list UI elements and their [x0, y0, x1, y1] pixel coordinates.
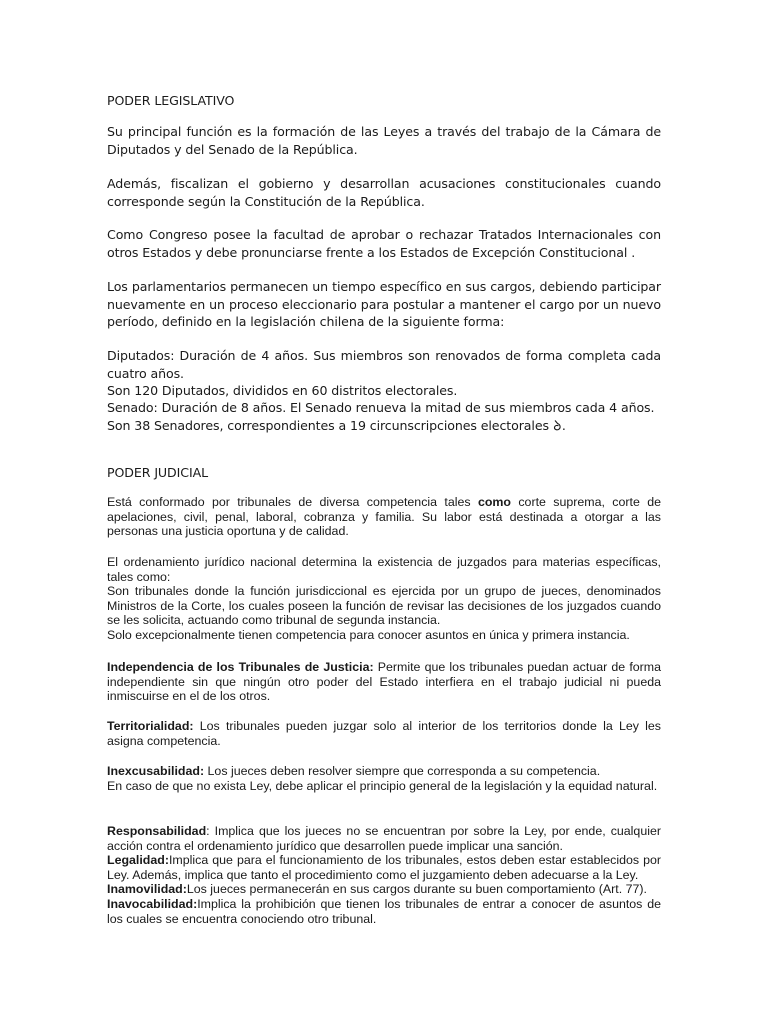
inavocabilidad-label: Inavocabilidad: [107, 896, 198, 911]
legalidad-text: Implica que para el funcionamiento de los tribunales, estos deben estar establecidos por Ley. Además, implica que tanto el procedimiento como el juzgamiento deben adecuarse a la Ley. [107, 853, 661, 882]
independencia-paragraph [107, 660, 661, 704]
judicial-p1-text-a: Está conformado por tribunales de diversa competencia tales [107, 495, 478, 509]
legislativo-paragraph-1: Su principal función es la formación de las Leyes a través del trabajo de la Cámara de Diputados y del Senado de la República. [107, 124, 661, 157]
senado-paragraph [107, 399, 661, 434]
heading-poder-legislativo: PODER LEGISLATIVO [107, 93, 235, 108]
inamovilidad-text: Los jueces permanecerán en sus cargos durante su buen comportamiento (Art. 77). [186, 882, 647, 897]
judicial-p1-text-b: corte suprema, corte de apelaciones, civil, penal, laboral, cobranza y familia. Su labor está destinada a otorgar a las personas una justicia oportuna y de calidad. [107, 495, 661, 539]
senado-line-2-text: Son 38 Senadores, correspondientes a 19 circunscripciones electorales [107, 417, 549, 433]
judicial-p1-bold: como [477, 495, 511, 509]
senado-line-2-end: . [561, 417, 566, 433]
judicial-p2-line-2: Son tribunales donde la función jurisdiccional es ejercida por un grupo de jueces, denominados Ministros de la Corte, los cuales poseen la función de revisar las decisiones de los juzgados cuando se les solicita, actuando como tribunal de segunda instancia. [107, 584, 661, 628]
independencia-label: Independencia de los Tribunales de Justicia: [107, 660, 374, 674]
diputados-line-2: Son 120 Diputados, divididos en 60 distritos electorales. [107, 383, 458, 398]
judicial-p2-line-1: El ordenamiento jurídico nacional determina la existencia de juzgados para materias específicas, tales como: [107, 555, 661, 584]
responsabilidad-text: : Implica que los jueces no se encuentran por sobre la Ley, por ende, cualquier acción contra el ordenamiento jurídico que desarrollen puede implicar una sanción. [107, 824, 661, 853]
judicial-paragraph-2 [107, 555, 661, 643]
legislativo-paragraph-2: Además, fiscalizan el gobierno y desarrollan acusaciones constitucionales cuando corresponde según la Constitución de la República. [107, 176, 661, 209]
senado-line-1: Senado: Duración de 8 años. El Senado renueva la mitad de sus miembros cada 4 años. [107, 400, 655, 415]
inavocabilidad-item [107, 897, 661, 926]
inexcusabilidad-line-2: En caso de que no exista Ley, debe aplicar el principio general de la legislación y la equidad natural. [107, 778, 658, 793]
inexcusabilidad-line-1 [107, 764, 661, 779]
footnote-mark-icon [553, 419, 562, 431]
judicial-paragraph-1 [107, 495, 661, 539]
inexcusabilidad-paragraph [107, 764, 661, 793]
inamovilidad-label: Inamovilidad: [107, 882, 187, 897]
inexcusabilidad-label: Inexcusabilidad: [107, 764, 205, 778]
legislativo-paragraph-4: Los parlamentarios permanecen un tiempo específico en sus cargos, debiendo participar nuevamente en un proceso eleccionario para postular a mantener el cargo por un nuevo período, definido en la legislación chilena de la siguiente forma: [107, 279, 661, 329]
legalidad-item [107, 853, 661, 882]
heading-poder-judicial: PODER JUDICIAL [107, 465, 208, 480]
territorialidad-text: Los tribunales pueden juzgar solo al interior de los territorios donde la Ley les asigna competencia. [107, 719, 661, 748]
legislativo-paragraph-3: Como Congreso posee la facultad de aprobar o rechazar Tratados Internacionales con otros Estados y debe pronunciarse frente a los Estados de Excepción Constitucional . [107, 227, 661, 260]
diputados-line-1: Diputados: Duración de 4 años. Sus miembros son renovados de forma completa cada cuatro años. [107, 348, 661, 381]
inamovilidad-item [107, 882, 661, 897]
territorialidad-label: Territorialidad: [107, 719, 194, 733]
responsabilidad-label: Responsabilidad [107, 824, 207, 838]
principios-paragraph [107, 824, 661, 926]
inexcusabilidad-text: Los jueces deben resolver siempre que corresponda a su competencia. [204, 764, 601, 778]
responsabilidad-item [107, 824, 661, 853]
independencia-text: Permite que los tribunales puedan actuar de forma independiente sin que ningún otro poder del Estado interfiera en el trabajo judicial ni pueda inmiscuirse en el de los otros. [107, 660, 661, 704]
inavocabilidad-text: Implica la prohibición que tienen los tribunales de entrar a conocer de asuntos de los cuales se encuentra conociendo otro tribunal. [107, 896, 661, 926]
senado-line-2 [107, 417, 661, 435]
diputados-paragraph [107, 347, 661, 400]
legalidad-label: Legalidad: [107, 853, 169, 868]
territorialidad-paragraph [107, 719, 661, 748]
judicial-p2-line-3: Solo excepcionalmente tienen competencia para conocer asuntos en única y primera instancia. [107, 627, 630, 642]
